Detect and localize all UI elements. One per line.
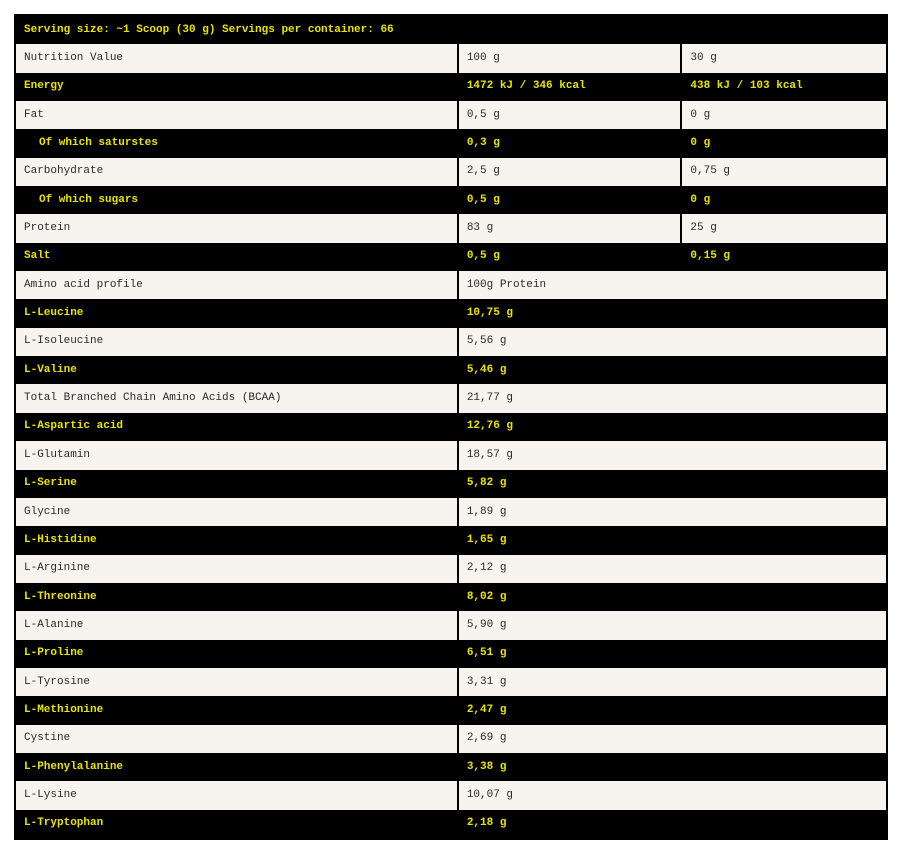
row-label: Of which sugars — [16, 186, 459, 214]
table-row — [16, 781, 886, 809]
amino-header-label: Amino acid profile — [16, 271, 459, 299]
amino-header-value: 100g Protein — [466, 278, 547, 291]
table-row — [16, 214, 886, 242]
table-row — [16, 583, 886, 611]
amino-value: 3,38 g — [466, 760, 507, 773]
amino-label: L-Proline — [16, 640, 459, 668]
amino-label: L-Glutamin — [16, 441, 459, 469]
column-header-nutrition-value: Nutrition Value — [16, 44, 459, 72]
amino-value: 3,31 g — [466, 675, 507, 688]
amino-value: 21,77 g — [466, 392, 514, 405]
amino-value: 10,07 g — [466, 788, 514, 801]
row-label: Of which saturstes — [16, 129, 459, 157]
table-row — [16, 668, 886, 696]
value-per-100g: 2,5 g — [459, 158, 683, 186]
value-per-100g: 0,5 g — [459, 186, 683, 214]
value-per-100g: 83 g — [459, 214, 683, 242]
amino-label: Cystine — [16, 725, 459, 753]
table-row — [16, 470, 886, 498]
amino-value: 5,90 g — [466, 618, 507, 631]
serving-info-row — [16, 16, 886, 44]
column-header-per-100g: 100 g — [459, 44, 683, 72]
amino-value: 2,69 g — [466, 732, 507, 745]
row-label: Fat — [16, 101, 459, 129]
value-per-30g: 0,15 g — [690, 250, 731, 263]
table-row — [16, 640, 886, 668]
amino-value: 2,47 g — [466, 703, 507, 716]
amino-label: Total Branched Chain Amino Acids (BCAA) — [16, 384, 459, 412]
amino-value: 5,82 g — [466, 477, 507, 490]
amino-label: L-Phenylalanine — [16, 753, 459, 781]
table-row — [16, 328, 886, 356]
amino-label: L-Leucine — [16, 299, 459, 327]
amino-label: Glycine — [16, 498, 459, 526]
table-row — [16, 498, 886, 526]
table-row — [16, 356, 886, 384]
row-label: Carbohydrate — [16, 158, 459, 186]
table-row — [16, 384, 886, 412]
value-per-30g: 0 g — [690, 108, 711, 121]
nutrition-rows-section — [16, 73, 886, 271]
table-row — [16, 299, 886, 327]
table-row — [16, 696, 886, 724]
amino-value: 5,56 g — [466, 335, 507, 348]
value-per-100g: 0,5 g — [459, 243, 683, 271]
amino-value: 8,02 g — [466, 590, 507, 603]
value-per-100g: 0,3 g — [459, 129, 683, 157]
value-per-100g: 0,5 g — [459, 101, 683, 129]
amino-value: 1,65 g — [466, 533, 507, 546]
amino-value: 2,18 g — [466, 817, 507, 830]
amino-label: L-Lysine — [16, 781, 459, 809]
nutrition-facts-table — [14, 14, 888, 840]
value-per-30g: 438 kJ / 103 kcal — [690, 80, 803, 93]
table-row — [16, 441, 886, 469]
row-label: Salt — [16, 243, 459, 271]
table-row — [16, 413, 886, 441]
table-row — [16, 186, 886, 214]
amino-label: L-Aspartic acid — [16, 413, 459, 441]
table-row — [16, 101, 886, 129]
table-row — [16, 129, 886, 157]
amino-header-row — [16, 271, 886, 299]
amino-label: L-Valine — [16, 356, 459, 384]
value-per-30g: 25 g — [690, 222, 717, 235]
amino-label: L-Methionine — [16, 696, 459, 724]
amino-value: 1,89 g — [466, 505, 507, 518]
table-row — [16, 725, 886, 753]
amino-value: 12,76 g — [466, 420, 514, 433]
amino-value: 6,51 g — [466, 647, 507, 660]
table-row — [16, 73, 886, 101]
table-row — [16, 810, 886, 838]
table-row — [16, 555, 886, 583]
table-row — [16, 526, 886, 554]
amino-label: L-Arginine — [16, 555, 459, 583]
table-row — [16, 158, 886, 186]
amino-value: 2,12 g — [466, 562, 507, 575]
amino-label: L-Serine — [16, 470, 459, 498]
value-per-30g: 0,75 g — [690, 165, 731, 178]
amino-label: L-Histidine — [16, 526, 459, 554]
column-header-per-30g: 30 g — [690, 52, 717, 65]
amino-rows-section — [16, 299, 886, 838]
row-label: Protein — [16, 214, 459, 242]
column-header-row — [16, 44, 886, 72]
value-per-30g: 0 g — [690, 193, 711, 206]
value-per-100g: 1472 kJ / 346 kcal — [459, 73, 683, 101]
amino-label: L-Tyrosine — [16, 668, 459, 696]
amino-value: 10,75 g — [466, 307, 514, 320]
value-per-30g: 0 g — [690, 137, 711, 150]
amino-label: L-Tryptophan — [16, 810, 459, 838]
serving-info-text: Serving size: ~1 Scoop (30 g) Servings per container: 66 — [24, 23, 394, 36]
table-row — [16, 243, 886, 271]
amino-label: L-Isoleucine — [16, 328, 459, 356]
amino-value: 18,57 g — [466, 448, 514, 461]
row-label: Energy — [16, 73, 459, 101]
table-row — [16, 753, 886, 781]
amino-value: 5,46 g — [466, 363, 507, 376]
amino-label: L-Alanine — [16, 611, 459, 639]
amino-label: L-Threonine — [16, 583, 459, 611]
table-row — [16, 611, 886, 639]
